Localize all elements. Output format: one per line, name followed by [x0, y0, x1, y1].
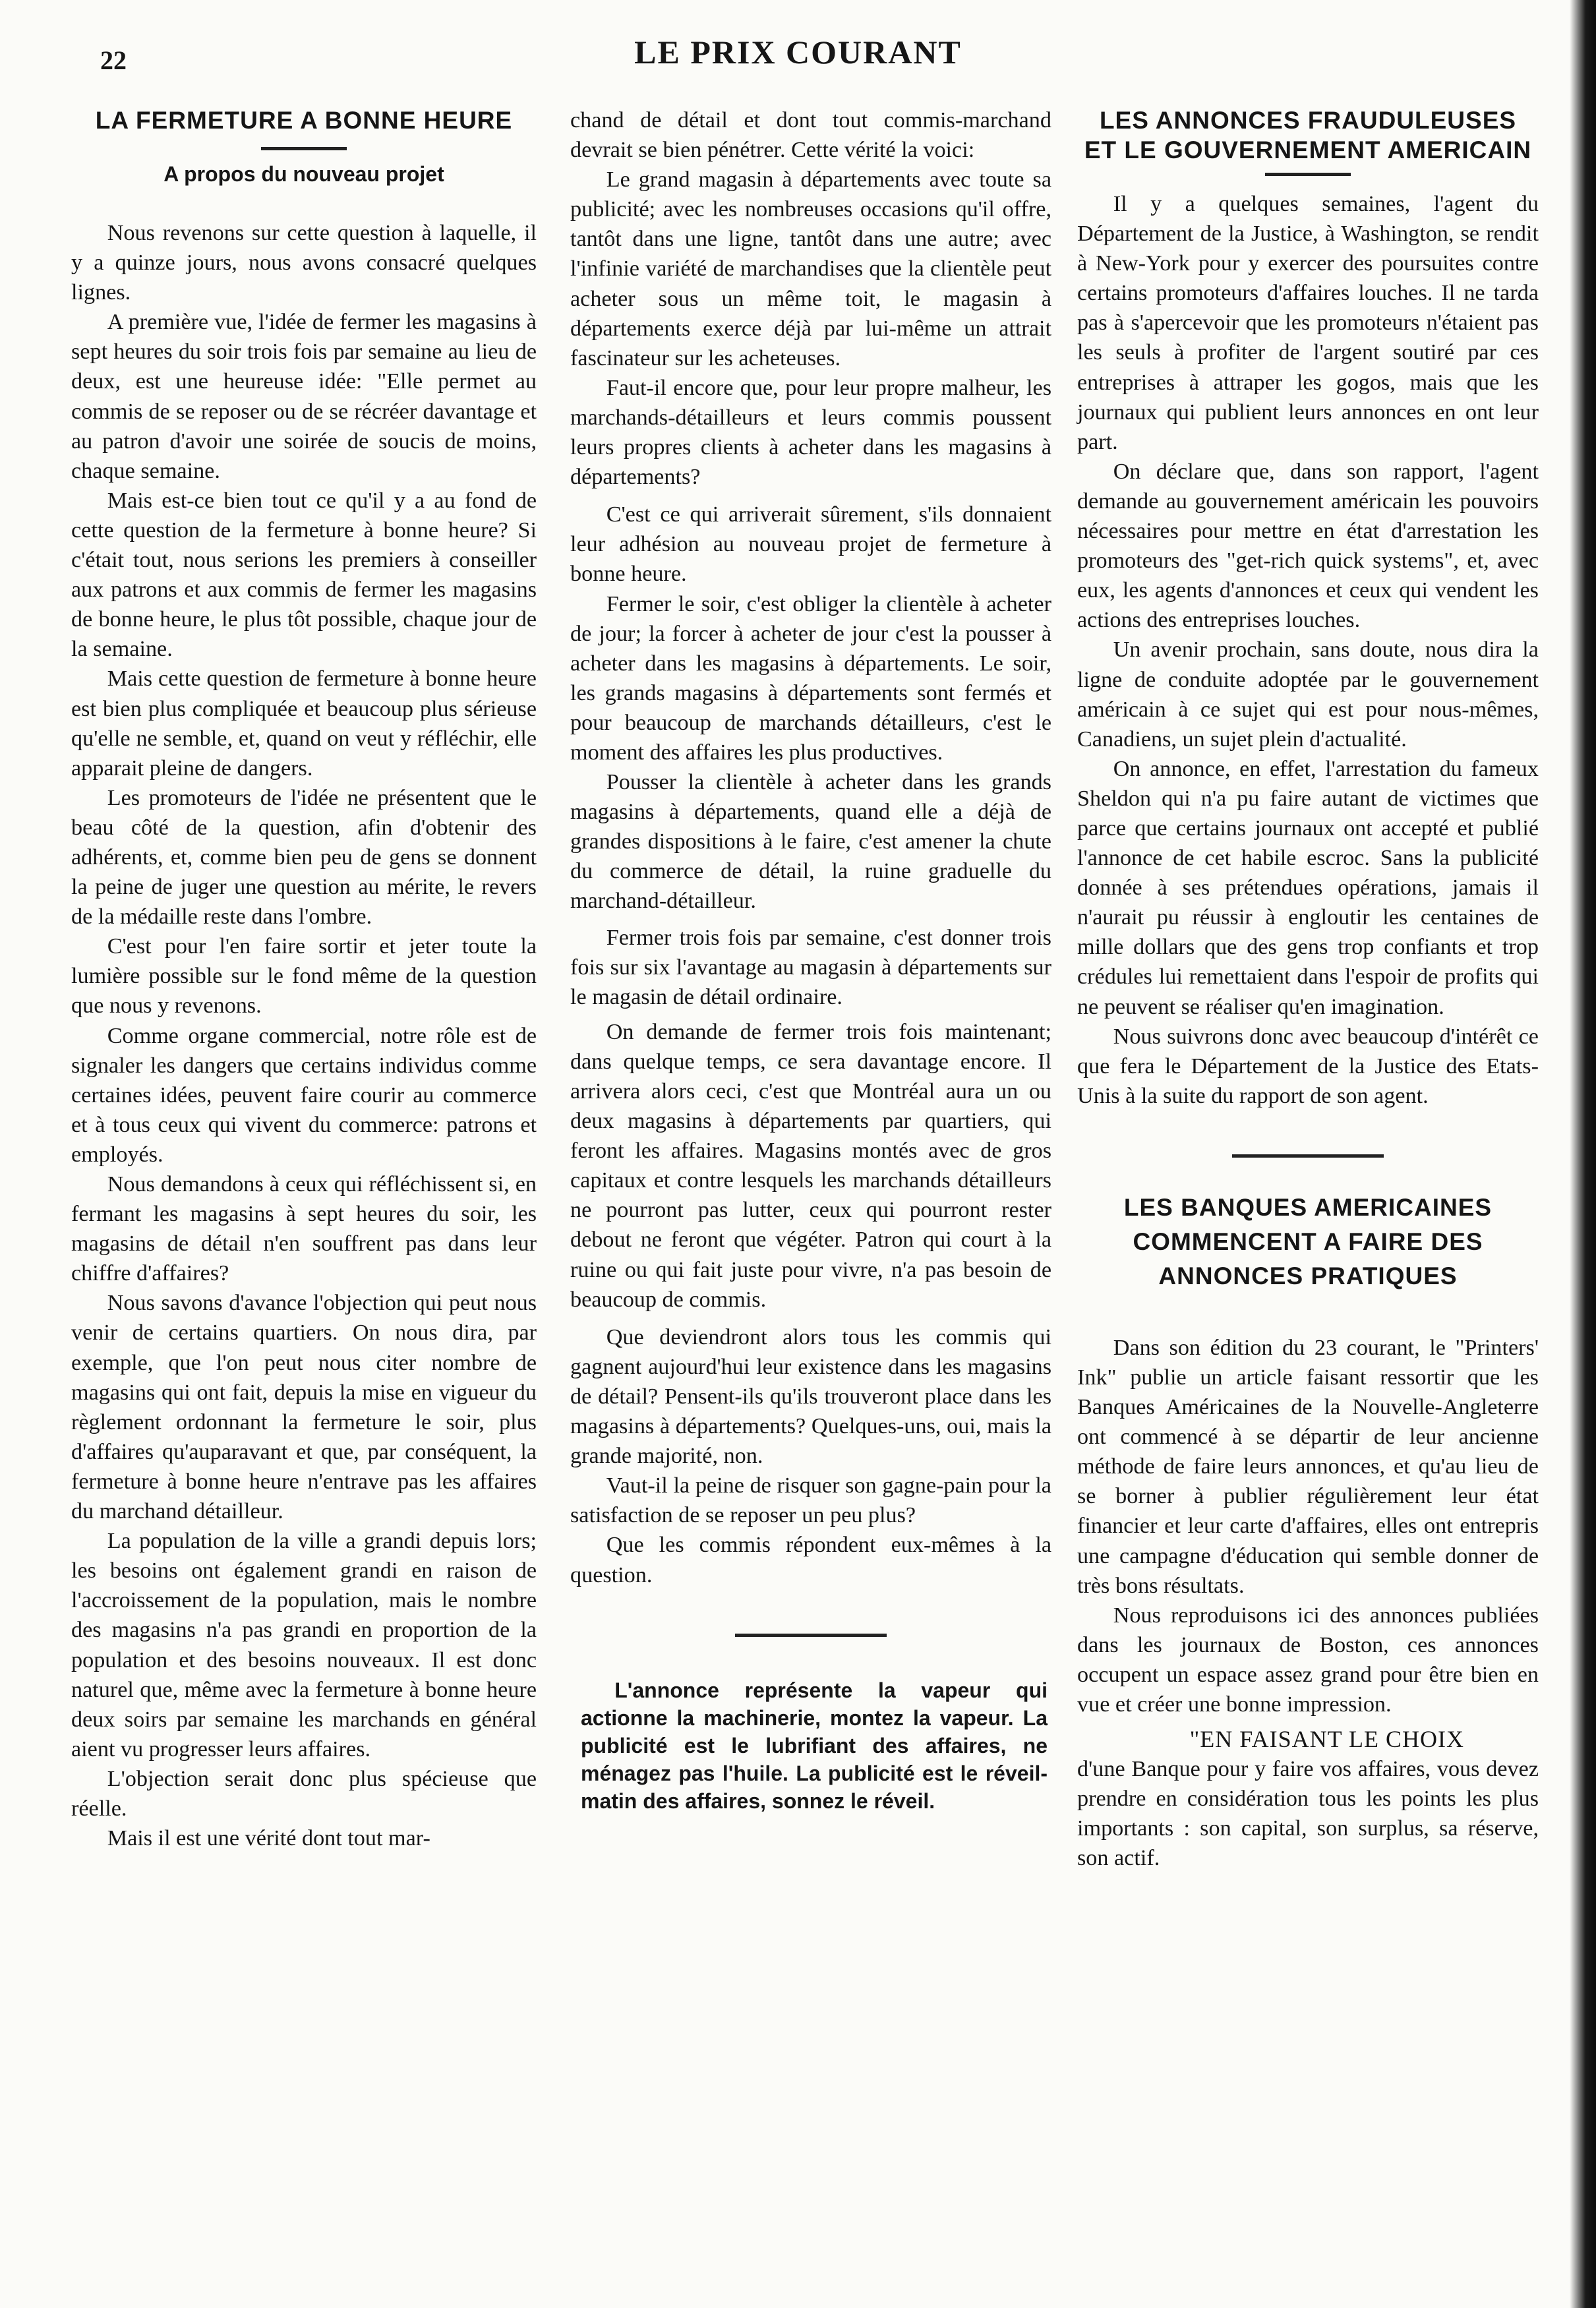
paragraph: Dans son édition du 23 courant, le "Printers' Ink" publie un article faisant ressortir que les Banques Américaines de la Nouvelle-Angleterre ont commencé à se départir de leur ancienne méthode de faire leurs annonces, et qu'au lieu de se borner à publier régulièrement leur état financier et leur carte d'affaires, elles ont entrepris une campagne d'éducation qui semble donner de très bons résultats. [1077, 1335, 1539, 1598]
paragraph: On annonce, en effet, l'arrestation du fameux Sheldon qui n'a pu faire autant de victimes que parce que certains journaux ont accepté et publié l'annonce de cet habile escroc. Sans la publicité donnée à ses prétendues opérations, jamais il n'aurait pu réussir à engloutir les centaines de mille dollars que des gens trop confiants et trop crédules lui remettaient dans l'espoir de profits qui ne peuvent se réaliser qu'en imagination. [1077, 756, 1539, 1019]
paragraph: Nous savons d'avance l'objection qui peut nous venir de certains quartiers. On nous dira, par exemple, que l'on peut nous citer nombre de magasins qui ont fait, depuis la mise en vigueur du règlement ordonnant la fermeture le soir, plus d'affaires qu'auparavant et que, par conséquent, la fermeture à bonne heure n'entrave pas les affaires du marchand détailleur. [71, 1291, 537, 1524]
article-title-fermeture: LA FERMETURE A BONNE HEURE [95, 107, 513, 134]
paragraph: Fermer le soir, c'est obliger la clientèle à acheter de jour; la forcer à acheter de jour c'est la pousser à acheter dans les magasins à départements. Le soir, les grands magasins à départements sont fermés et pour beaucoup de marchands détailleurs, c'est le moment des affaires les plus productives. [570, 591, 1051, 765]
section-rule [1232, 1154, 1384, 1158]
quoted-ad-heading: "EN FAISANT LE CHOIX [1189, 1726, 1464, 1753]
paragraph: C'est pour l'en faire sortir et jeter toute la lumière possible sur le fond même de la question que nous y revenons. [71, 934, 537, 1019]
column-1 [71, 105, 537, 1853]
paragraph: Nous demandons à ceux qui réfléchissent si, en fermant les magasins à sept heures du soir, les magasins de détail n'en souffrent pas dans leur chiffre d'affaires? [71, 1172, 537, 1286]
paragraph: Vaut-il la peine de risquer son gagne-pain pour la satisfaction de se reposer un peu plus? [570, 1473, 1051, 1528]
article-title-annonces-frauduleuses: LES ANNONCES FRAUDULEUSES ET LE GOUVERNEMENT AMERICAIN [1084, 107, 1532, 163]
paragraph: Nous suivrons donc avec beaucoup d'intérêt ce que fera le Département de la Justice des Etats-Unis à la suite du rapport de son agent. [1077, 1024, 1539, 1108]
paragraph: Nous revenons sur cette question à laquelle, il y a quinze jours, nous avons consacré quelques lignes. [71, 221, 537, 305]
paragraph: Que deviendront alors tous les commis qui gagnent aujourd'hui leur existence dans les magasins de détail? Pensent-ils qu'ils trouveront place dans les magasins à départements? Quelques-uns, oui, mais la grande majorité, non. [570, 1324, 1051, 1469]
paragraph: Nous reproduisons ici des annonces publiées dans les journaux de Boston, ces annonces occupent un espace assez grand pour être bien en vue et créer une bonne impression. [1077, 1603, 1539, 1717]
advertising-note: L'annonce représente la vapeur qui actionne la machinerie, montez la vapeur. La publicité est le lubrifiant des affaires, ne ménagez pas l'huile. La publicité est le réveil-matin des affaires, sonnez le réveil. [581, 1678, 1048, 1813]
paragraph: La population de la ville a grandi depuis lors; les besoins ont également grandi en raison de l'accroissement de la population, mais le nombre des magasins n'a pas grandi en proportion de la population et des besoins nouveaux. Il est donc naturel que, même avec la fermeture à bonne heure deux soirs par semaine les marchands en général aient vu progresser leurs affaires. [71, 1529, 537, 1761]
quoted-ad-text: d'une Banque pour y faire vos affaires, vous devez prendre en considération tous les points les plus importants : son capital, son surplus, sa réserve, son actif. [1077, 1757, 1539, 1871]
title-rule [261, 147, 347, 150]
title-rule [1265, 173, 1351, 176]
paragraph: Mais cette question de fermeture à bonne heure est bien plus compliquée et beaucoup plus sérieuse qu'elle ne semble, et, quand on veut y réfléchir, elle apparait pleine de dangers. [71, 666, 537, 781]
paragraph: Comme organe commercial, notre rôle est de signaler les dangers que certains individus comme certaines idées, peuvent faire courir au commerce et à tous ceux qui vivent du commerce: patrons et employés. [71, 1023, 537, 1167]
paragraph: Pousser la clientèle à acheter dans les grands magasins à départements, quand elle a déjà de grandes dispositions à le faire, c'est amener la chute du commerce de détail, la ruine graduelle du marchand-détailleur. [570, 770, 1051, 914]
paragraph: On déclare que, dans son rapport, l'agent demande au gouvernement américain les pouvoirs nécessaires pour mettre en état d'arrestation les promoteurs des "get-rich quick systems", et, avec eux, les agents d'annonces et ceux qui vendent les actions des entreprises louches. [1077, 459, 1539, 633]
column-2 [570, 105, 1051, 1815]
journal-title: LE PRIX COURANT [634, 34, 962, 71]
paragraph: Que les commis répondent eux-mêmes à la question. [570, 1533, 1051, 1587]
article-title-banques-americaines: LES BANQUES AMERICAINES COMMENCENT A FAIRE DES ANNONCES PRATIQUES [1123, 1193, 1493, 1289]
paragraph: Le grand magasin à départements avec toute sa publicité; avec les nombreuses occasions qu'il offre, tantôt dans une ligne, tantôt dans une autre; avec l'infinie variété de marchandises que la clientèle peut acheter sous un même toit, le magasin à départements exerce déjà par lui-même un attrait fascinateur sur les acheteuses. [570, 167, 1051, 370]
paragraph: L'objection serait donc plus spécieuse que réelle. [71, 1766, 537, 1821]
page-number: 22 [100, 45, 127, 75]
paragraph: A première vue, l'idée de fermer les magasins à sept heures du soir trois fois par semaine au lieu de deux, est une heureuse idée: "Elle permet au commis de se reposer ou de se récréer davantage et au patron d'avoir une soirée de soucis de moins, chaque semaine. [71, 310, 537, 483]
paragraph: Un avenir prochain, sans doute, nous dira la ligne de conduite adoptée par le gouvernement américain à ce sujet qui est pour nous-mêmes, Canadiens, un sujet plein d'actualité. [1077, 637, 1539, 752]
paragraph: Les promoteurs de l'idée ne présentent que le beau côté de la question, afin d'obtenir des adhérents, et, comme bien peu de gens se donnent la peine de juger une question au mérite, le revers de la médaille reste dans l'ombre. [71, 785, 537, 930]
paragraph: Il y a quelques semaines, l'agent du Département de la Justice, à Washington, se rendit à New-York pour y exercer des poursuites contre certains promoteurs d'affaires louches. Il ne tarda pas à s'apercevoir que les promoteurs n'étaient pas les seuls à profiter de l'argent soutiré par ces entreprises à attraper les gogos, mais que les journaux qui publient leurs annonces en ont leur part. [1077, 192, 1539, 454]
paragraph: Faut-il encore que, pour leur propre malheur, les marchands-détailleurs et leurs commis poussent leurs propres clients à acheter dans les magasins à départements? [570, 375, 1051, 490]
section-rule [735, 1634, 887, 1637]
paragraph: On demande de fermer trois fois maintenant; dans quelque temps, ce sera davantage encore. Il arrivera alors ceci, c'est que Montréal aura un ou deux magasins à départements par quartiers, qui feront les affaires. Magasins montés avec de gros capitaux et contre lesquels les marchands détailleurs ne pourront pas lutter, ceux qui pourront rester debout ne feront que végéter. Patron qui court à la ruine ou qui fait juste pour vivre, n'a pas besoin de beaucoup de commis. [570, 1019, 1051, 1312]
paragraph: chand de détail et dont tout commis-marchand devrait se bien pénétrer. Cette vérité la voici: [570, 108, 1051, 163]
column-3 [1077, 105, 1539, 1874]
article-subtitle: A propos du nouveau projet [163, 162, 444, 186]
paragraph: Fermer trois fois par semaine, c'est donner trois fois sur six l'avantage au magasin à départements sur le magasin de détail ordinaire. [570, 925, 1051, 1009]
paragraph: Mais est-ce bien tout ce qu'il y a au fond de cette question de la fermeture à bonne heure? Si c'était tout, nous serions les premiers à conseiller aux patrons et aux commis de fermer les magasins de bonne heure, le plus tôt possible, chaque jour de la semaine. [71, 488, 537, 662]
paragraph: C'est ce qui arriverait sûrement, s'ils donnaient leur adhésion au nouveau projet de fermeture à bonne heure. [570, 502, 1051, 587]
paragraph: Mais il est une vérité dont tout mar- [107, 1826, 430, 1851]
page-edge-shadow [1570, 0, 1596, 2308]
